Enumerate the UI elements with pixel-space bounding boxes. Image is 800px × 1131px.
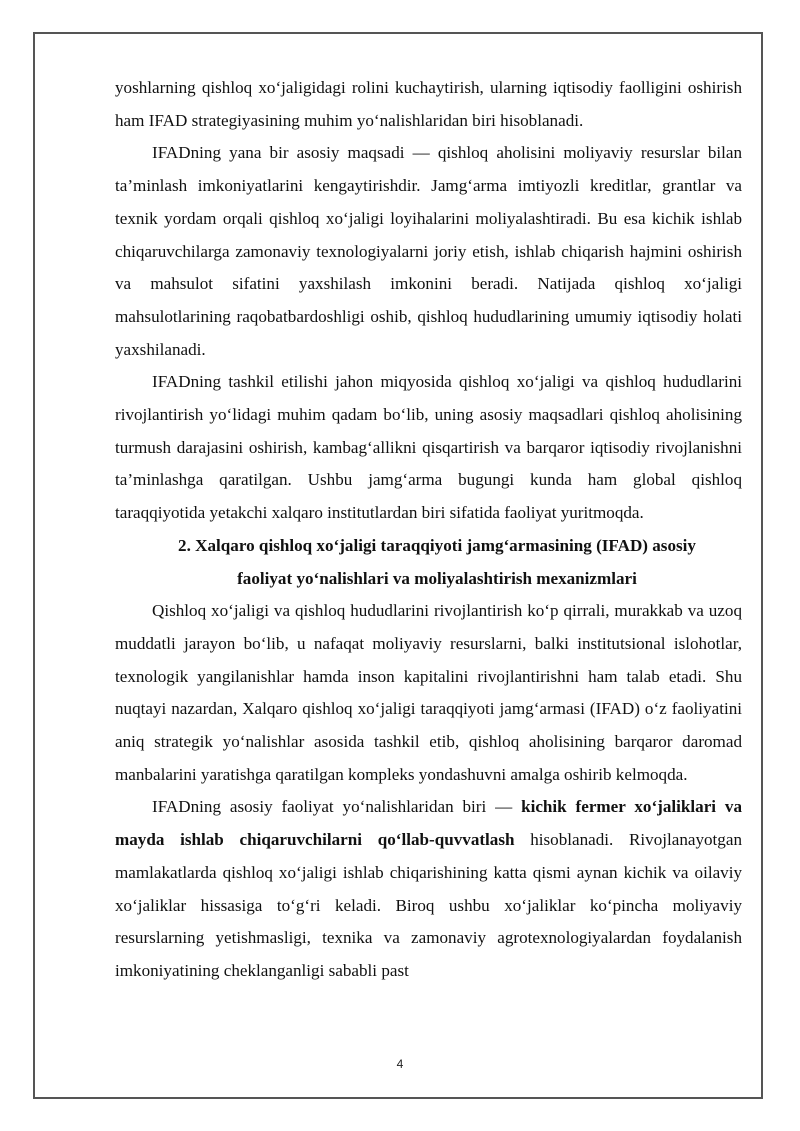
document-body	[115, 72, 742, 988]
paragraph-rural-development: Qishloq xo‘jaligi va qishloq hududlarini rivojlantirish ko‘p qirrali, murakkab va uzoq muddatli jarayon bo‘lib, u nafaqat moliyaviy resurslarni, balki institutsional islohotlar, texnologik yangilanishlar hamda inson kapitalini rivojlantirishni ham talab etadi. Shu nuqtayi nazardan, Xalqaro qishloq xo‘jaligi taraqqiyoti jamg‘armasi (IFAD) o‘z faoliyatini aniq strategik yo‘nalishlar asosida tashkil etib, qishloq aholisining barqaror daromad manbalarini yaratishga qaratilgan kompleks yondashuvni amalga oshirib kelmoqda.	[115, 601, 742, 784]
section-heading: 2. Xalqaro qishloq xo‘jaligi taraqqiyoti jamg‘armasining (IFAD) asosiy faoliyat yo‘nalishlari va moliyalashtirish mexanizmlari	[178, 535, 696, 588]
paragraph-smallholder-support	[115, 791, 742, 987]
bold-phrase: kichik fermer xo‘jaliklari va mayda ishlab chiqaruvchilarni qo‘llab-quvvatlash	[115, 797, 742, 850]
page-number: 4	[396, 1057, 404, 1071]
paragraph-ifad-establishment: IFADning tashkil etilishi jahon miqyosida qishloq xo‘jaligi va qishloq hududlarini rivojlantirish yo‘lidagi muhim qadam bo‘lib, uning asosiy maqsadlari qishloq aholisining turmush darajasini oshirish, kambag‘allikni qisqartirish va barqaror iqtisodiy rivojlanishni ta’minlashga qaratilgan. Ushbu jamg‘arma bugungi kunda ham global qishloq taraqqiyotida yetakchi xalqaro institutlardan biri sifatida faoliyat yuritmoqda.	[115, 372, 742, 523]
paragraph-ifad-financing: IFADning yana bir asosiy maqsadi — qishloq aholisini moliyaviy resurslar bilan ta’minlash imkoniyatlarini kengaytirishdir. Jamg‘arma imtiyozli kreditlar, grantlar va texnik yordam orqali qishloq xo‘jaligi loyihalarini moliyalashtiradi. Bu esa kichik ishlab chiqaruvchilarga zamonaviy texnologiyalarni joriy etish, ishlab chiqarish hajmini oshirish va mahsulot sifatini yaxshilash imkonini beradi. Natijada qishloq xo‘jaligi mahsulotlarining raqobatbardoshligi oshib, qishloq hududlarining umumiy iqtisodiy holati yaxshilanadi.	[115, 143, 742, 359]
paragraph-continuation: yoshlarning qishloq xo‘jaligidagi rolini kuchaytirish, ularning iqtisodiy faolligini oshirish ham IFAD strategiyasining muhim yo‘nalishlaridan biri hisoblanadi.	[115, 78, 742, 130]
paragraph-text-end: hisoblanadi. Rivojlanayotgan mamlakatlarda qishloq xo‘jaligi ishlab chiqarishining katta qismi aynan kichik va oilaviy xo‘jaliklar hissasiga to‘g‘ri keladi. Biroq ushbu xo‘jaliklar ko‘pincha moliyaviy resurslarning yetishmasligi, texnika va zamonaviy agrotexnologiyalardan foydalanish imkoniyatining cheklanganligi sababli past	[115, 830, 742, 980]
paragraph-text-start: IFADning asosiy faoliyat yo‘nalishlaridan biri —	[152, 797, 522, 817]
